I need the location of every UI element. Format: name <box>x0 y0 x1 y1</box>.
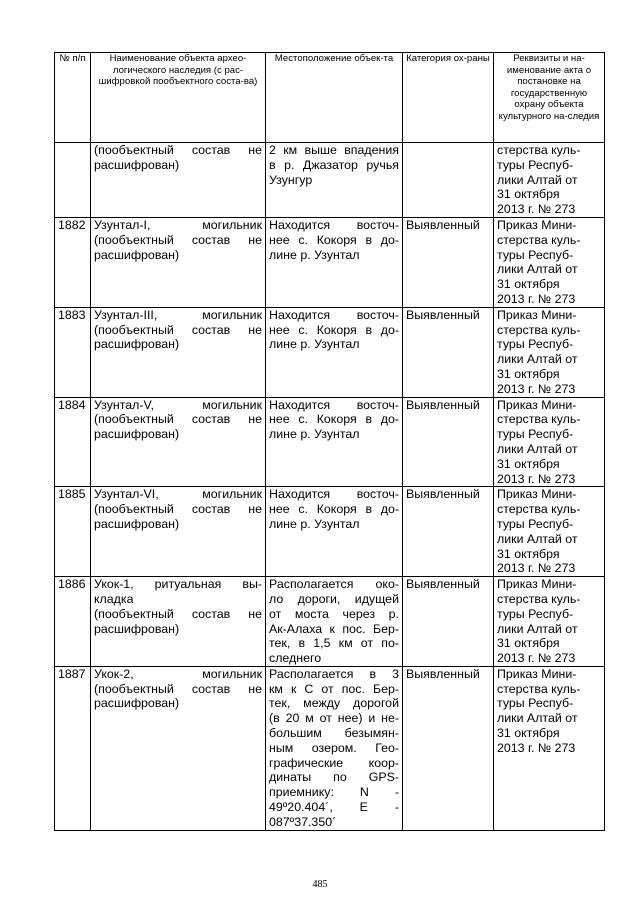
object-location-line: 087º37.350´ <box>269 814 337 829</box>
row-num: 1882 <box>55 217 91 307</box>
act-requisites-line: 31 октября <box>497 636 560 651</box>
object-name-line: (пообъектный состав не <box>94 322 262 337</box>
act-requisites <box>494 666 605 830</box>
act-requisites-line: лики Алтай от <box>497 531 578 546</box>
object-name-line: расшифрован) <box>94 157 180 172</box>
act-requisites-line: 31 октября <box>497 187 560 202</box>
object-location-line: км к С от пос. Бер- <box>269 681 399 696</box>
object-name <box>91 217 266 307</box>
object-location-line: ным озером. Гео- <box>269 740 399 755</box>
object-location <box>266 307 403 397</box>
object-location-line: большим безымян- <box>269 726 399 741</box>
object-name-line: Узунтал-VI, могильник <box>94 487 262 502</box>
object-name-line: Узунтал-I, могильник <box>94 217 262 232</box>
object-name-line: Узунтал-V, могильник <box>94 397 262 412</box>
act-requisites-line: туры Респуб- <box>497 247 574 262</box>
object-name-line: кладка <box>94 591 134 606</box>
act-requisites <box>494 397 605 487</box>
object-location-line: в р. Джазатор ручья <box>269 157 399 172</box>
act-requisites-line: Приказ Мини- <box>497 397 577 412</box>
table-header-row <box>55 53 605 143</box>
object-location-line: лине р. Узунтал <box>269 427 360 442</box>
header-requisites: Реквизиты и на-именование акта о постановке на государственную охрану объекта культурного на-следия <box>494 53 605 143</box>
object-location-line: Находится восточ- <box>269 487 399 502</box>
act-requisites-line: стерства куль- <box>497 412 581 427</box>
protection-category: Выявленный <box>403 577 494 667</box>
object-name-line: расшифрован) <box>94 516 180 531</box>
act-requisites-line: лики Алтай от <box>497 352 578 367</box>
object-name-line: (пообъектный состав не <box>94 502 262 517</box>
row-num: 1887 <box>55 666 91 830</box>
act-requisites <box>494 487 605 577</box>
object-name-line: расшифрован) <box>94 621 180 636</box>
act-requisites-line: 31 октября <box>497 546 560 561</box>
object-name-line: расшифрован) <box>94 337 180 352</box>
act-requisites-line: стерства куль- <box>497 502 581 517</box>
act-requisites-line: 2013 г. № 273 <box>497 651 576 666</box>
act-requisites-line: 31 октября <box>497 726 560 741</box>
protection-category: Выявленный <box>403 217 494 307</box>
act-requisites-line: Приказ Мини- <box>497 217 577 232</box>
object-name-line: Укок-1, ритуальная вы- <box>94 577 262 592</box>
act-requisites-line: 31 октября <box>497 277 560 292</box>
act-requisites-line: стерства куль- <box>497 591 581 606</box>
object-name-line: расшифрован) <box>94 427 180 442</box>
act-requisites-line: туры Респуб- <box>497 337 574 352</box>
object-name-line: (пообъектный состав не <box>94 143 262 157</box>
object-name <box>91 487 266 577</box>
row-num: 1883 <box>55 307 91 397</box>
object-name <box>91 666 266 830</box>
act-requisites-line: Приказ Мини- <box>497 487 577 502</box>
object-location-line: динаты по GPS- <box>269 770 399 785</box>
act-requisites-line: Приказ Мини- <box>497 577 577 592</box>
object-name-line: Узунтал-III, могильник <box>94 307 262 322</box>
act-requisites-line: 2013 г. № 273 <box>497 561 576 576</box>
object-name <box>91 577 266 667</box>
act-requisites-line: стерства куль- <box>497 681 581 696</box>
object-location-line: графические коор- <box>269 755 399 770</box>
act-requisites <box>494 577 605 667</box>
object-location <box>266 487 403 577</box>
object-location <box>266 217 403 307</box>
act-requisites-line: лики Алтай от <box>497 172 578 187</box>
object-location-line: лине р. Узунтал <box>269 247 360 262</box>
act-requisites-line: лики Алтай от <box>497 621 578 636</box>
object-name-line: расшифрован) <box>94 696 180 711</box>
object-location-line: тек, между дорогой <box>269 696 399 711</box>
act-requisites <box>494 307 605 397</box>
object-location-line: нее с. Кокоря в до- <box>269 412 399 427</box>
act-requisites-line: 2013 г. № 273 <box>497 381 576 396</box>
act-requisites-line: 31 октября <box>497 366 560 381</box>
object-location-line: Узунгур <box>269 172 313 187</box>
table-row <box>55 666 605 830</box>
object-location-line: Располагается око- <box>269 577 399 592</box>
table-row <box>55 577 605 667</box>
act-requisites-line: туры Респуб- <box>497 696 574 711</box>
table-row <box>55 397 605 487</box>
object-name <box>91 307 266 397</box>
act-requisites-line: стерства куль- <box>497 232 581 247</box>
act-requisites-line: лики Алтай от <box>497 262 578 277</box>
act-requisites-line: 2013 г. № 273 <box>497 291 576 306</box>
header-num: № п/п <box>55 53 91 143</box>
object-name-line: (пообъектный состав не <box>94 606 262 621</box>
object-location-line: (в 20 м от нее) и не- <box>269 711 399 726</box>
heritage-table <box>54 52 605 831</box>
protection-category: Выявленный <box>403 307 494 397</box>
protection-category: Выявленный <box>403 666 494 830</box>
object-name-line: (пообъектный состав не <box>94 232 262 247</box>
object-location-line: Находится восточ- <box>269 217 399 232</box>
act-requisites <box>494 143 605 218</box>
object-location-line: Располагается в 3 <box>269 666 399 681</box>
object-location-line: от моста через р. <box>269 606 399 621</box>
table-row <box>55 217 605 307</box>
act-requisites-line: туры Респуб- <box>497 157 574 172</box>
object-location <box>266 397 403 487</box>
protection-category <box>403 143 494 218</box>
row-num: 1886 <box>55 577 91 667</box>
act-requisites <box>494 217 605 307</box>
object-location-line: нее с. Кокоря в до- <box>269 322 399 337</box>
row-num <box>55 143 91 218</box>
table-body <box>55 143 605 831</box>
act-requisites-line: туры Респуб- <box>497 606 574 621</box>
object-location <box>266 666 403 830</box>
header-location: Местоположение объек-та <box>266 53 403 143</box>
object-location-line: лине р. Узунтал <box>269 516 360 531</box>
object-location-line: лине р. Узунтал <box>269 337 360 352</box>
act-requisites-line: 31 октября <box>497 456 560 471</box>
header-name: Наименование объекта архео-логического наследия (с рас-шифровкой пообъектного соста-ва) <box>91 53 266 143</box>
object-name-line: расшифрован) <box>94 247 180 262</box>
act-requisites-line: лики Алтай от <box>497 441 578 456</box>
act-requisites-line: лики Алтай от <box>497 711 578 726</box>
act-requisites-line: туры Респуб- <box>497 516 574 531</box>
table-row <box>55 487 605 577</box>
act-requisites-line: туры Респуб- <box>497 427 574 442</box>
object-name-line: Укок-2, могильник <box>94 666 262 681</box>
table-row <box>55 143 605 218</box>
object-name-line: (пообъектный состав не <box>94 681 262 696</box>
object-location-line: следнего <box>269 651 322 666</box>
object-location-line: тек, в 1,5 км от по- <box>269 636 399 651</box>
page-number: 485 <box>312 879 328 890</box>
act-requisites-line: стерства куль- <box>497 322 581 337</box>
object-name-line: (пообъектный состав не <box>94 412 262 427</box>
header-category: Категория ох-раны <box>403 53 494 143</box>
object-name <box>91 143 266 218</box>
act-requisites-line: стерства куль- <box>497 143 581 157</box>
object-location-line: ло дороги, идущей <box>269 591 399 606</box>
object-location-line: Находится восточ- <box>269 307 399 322</box>
protection-category: Выявленный <box>403 487 494 577</box>
object-location-line: 49º20.404´, E - <box>269 800 399 815</box>
object-location-line: Ак-Алаха к пос. Бер- <box>269 621 399 636</box>
object-location <box>266 143 403 218</box>
act-requisites-line: 2013 г. № 273 <box>497 740 576 755</box>
protection-category: Выявленный <box>403 397 494 487</box>
table-row <box>55 307 605 397</box>
row-num: 1884 <box>55 397 91 487</box>
object-name <box>91 397 266 487</box>
object-location <box>266 577 403 667</box>
act-requisites-line: 2013 г. № 273 <box>497 471 576 486</box>
object-location-line: нее с. Кокоря в до- <box>269 232 399 247</box>
act-requisites-line: Приказ Мини- <box>497 307 577 322</box>
act-requisites-line: Приказ Мини- <box>497 666 577 681</box>
act-requisites-line: 2013 г. № 273 <box>497 202 576 217</box>
object-location-line: 2 км выше впадения <box>269 143 399 157</box>
object-location-line: Находится восточ- <box>269 397 399 412</box>
object-location-line: приемнику: N - <box>269 785 399 800</box>
row-num: 1885 <box>55 487 91 577</box>
object-location-line: нее с. Кокоря в до- <box>269 502 399 517</box>
